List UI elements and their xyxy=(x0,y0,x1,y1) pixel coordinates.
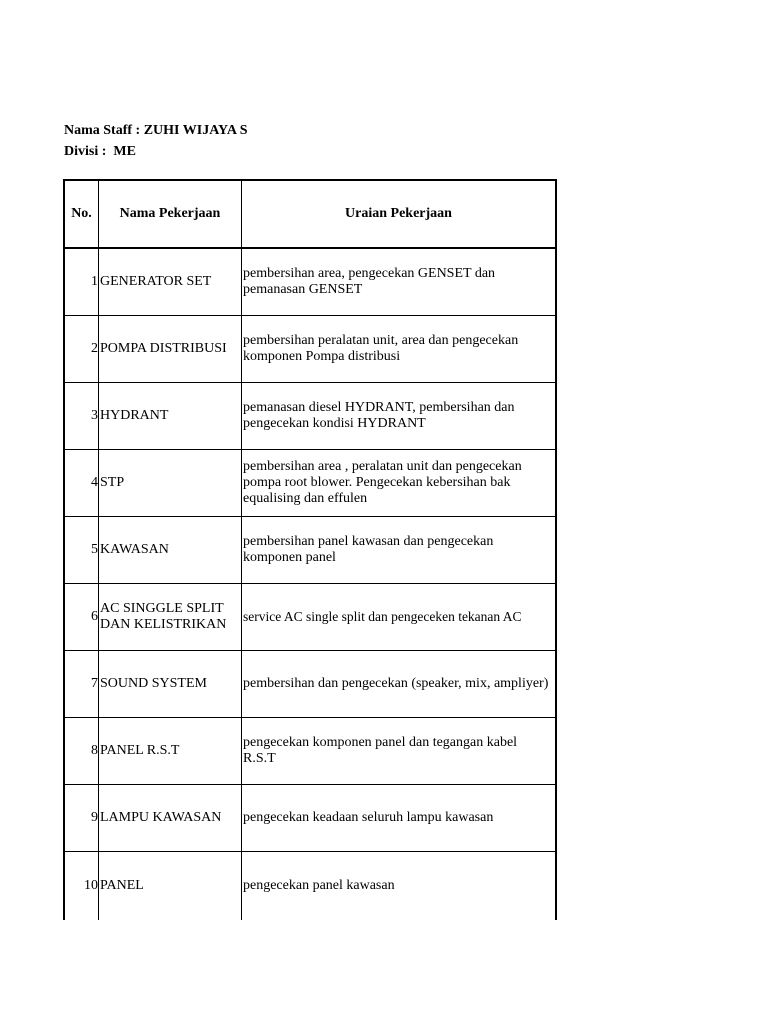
row-number: 3 xyxy=(64,383,99,450)
row-number: 6 xyxy=(64,584,99,651)
table-row xyxy=(64,383,556,450)
job-description: pembersihan area, pengecekan GENSET dan pemanasan GENSET xyxy=(242,248,557,316)
division-label: Divisi : xyxy=(64,144,107,159)
job-name: STP xyxy=(99,450,242,517)
table-row xyxy=(64,651,556,718)
table-row xyxy=(64,584,556,651)
division-value: ME xyxy=(113,144,136,159)
staff-line xyxy=(64,120,247,141)
job-name: SOUND SYSTEM xyxy=(99,651,242,718)
row-number: 9 xyxy=(64,785,99,852)
division-line xyxy=(64,141,247,162)
table-row xyxy=(64,450,556,517)
job-description: pembersihan peralatan unit, area dan pengecekan komponen Pompa distribusi xyxy=(242,316,557,383)
table-row xyxy=(64,517,556,584)
staff-info xyxy=(64,120,247,162)
job-name: AC SINGGLE SPLIT DAN KELISTRIKAN xyxy=(99,584,242,651)
column-header-no: No. xyxy=(64,180,99,248)
table-row xyxy=(64,718,556,785)
table-row xyxy=(64,248,556,316)
job-name: PANEL xyxy=(99,852,242,921)
table-row xyxy=(64,316,556,383)
job-name: GENERATOR SET xyxy=(99,248,242,316)
table-header-row xyxy=(64,180,556,248)
job-description: service AC single split dan pengeceken tekanan AC xyxy=(242,584,557,651)
job-name: PANEL R.S.T xyxy=(99,718,242,785)
job-name: KAWASAN xyxy=(99,517,242,584)
job-description: pengecekan komponen panel dan tegangan kabel R.S.T xyxy=(242,718,557,785)
job-description: pengecekan panel kawasan xyxy=(242,852,557,921)
job-description: pengecekan keadaan seluruh lampu kawasan xyxy=(242,785,557,852)
job-description: pembersihan panel kawasan dan pengecekan komponen panel xyxy=(242,517,557,584)
job-name: HYDRANT xyxy=(99,383,242,450)
column-header-name: Nama Pekerjaan xyxy=(99,180,242,248)
row-number: 8 xyxy=(64,718,99,785)
row-number: 2 xyxy=(64,316,99,383)
staff-name: ZUHI WIJAYA S xyxy=(143,123,248,138)
job-description: pembersihan dan pengecekan (speaker, mix, ampliyer) xyxy=(242,651,557,718)
row-number: 5 xyxy=(64,517,99,584)
work-table xyxy=(63,179,557,920)
job-description: pemanasan diesel HYDRANT, pembersihan dan pengecekan kondisi HYDRANT xyxy=(242,383,557,450)
staff-label: Nama Staff : xyxy=(64,123,141,138)
job-description: pembersihan area , peralatan unit dan pengecekan pompa root blower. Pengecekan kebersihan bak equalising dan effulen xyxy=(242,450,557,517)
job-name: POMPA DISTRIBUSI xyxy=(99,316,242,383)
job-name: LAMPU KAWASAN xyxy=(99,785,242,852)
row-number: 4 xyxy=(64,450,99,517)
table-row xyxy=(64,785,556,852)
row-number: 7 xyxy=(64,651,99,718)
column-header-description: Uraian Pekerjaan xyxy=(242,180,557,248)
row-number: 10 xyxy=(64,852,99,921)
table-row xyxy=(64,852,556,921)
row-number: 1 xyxy=(64,248,99,316)
